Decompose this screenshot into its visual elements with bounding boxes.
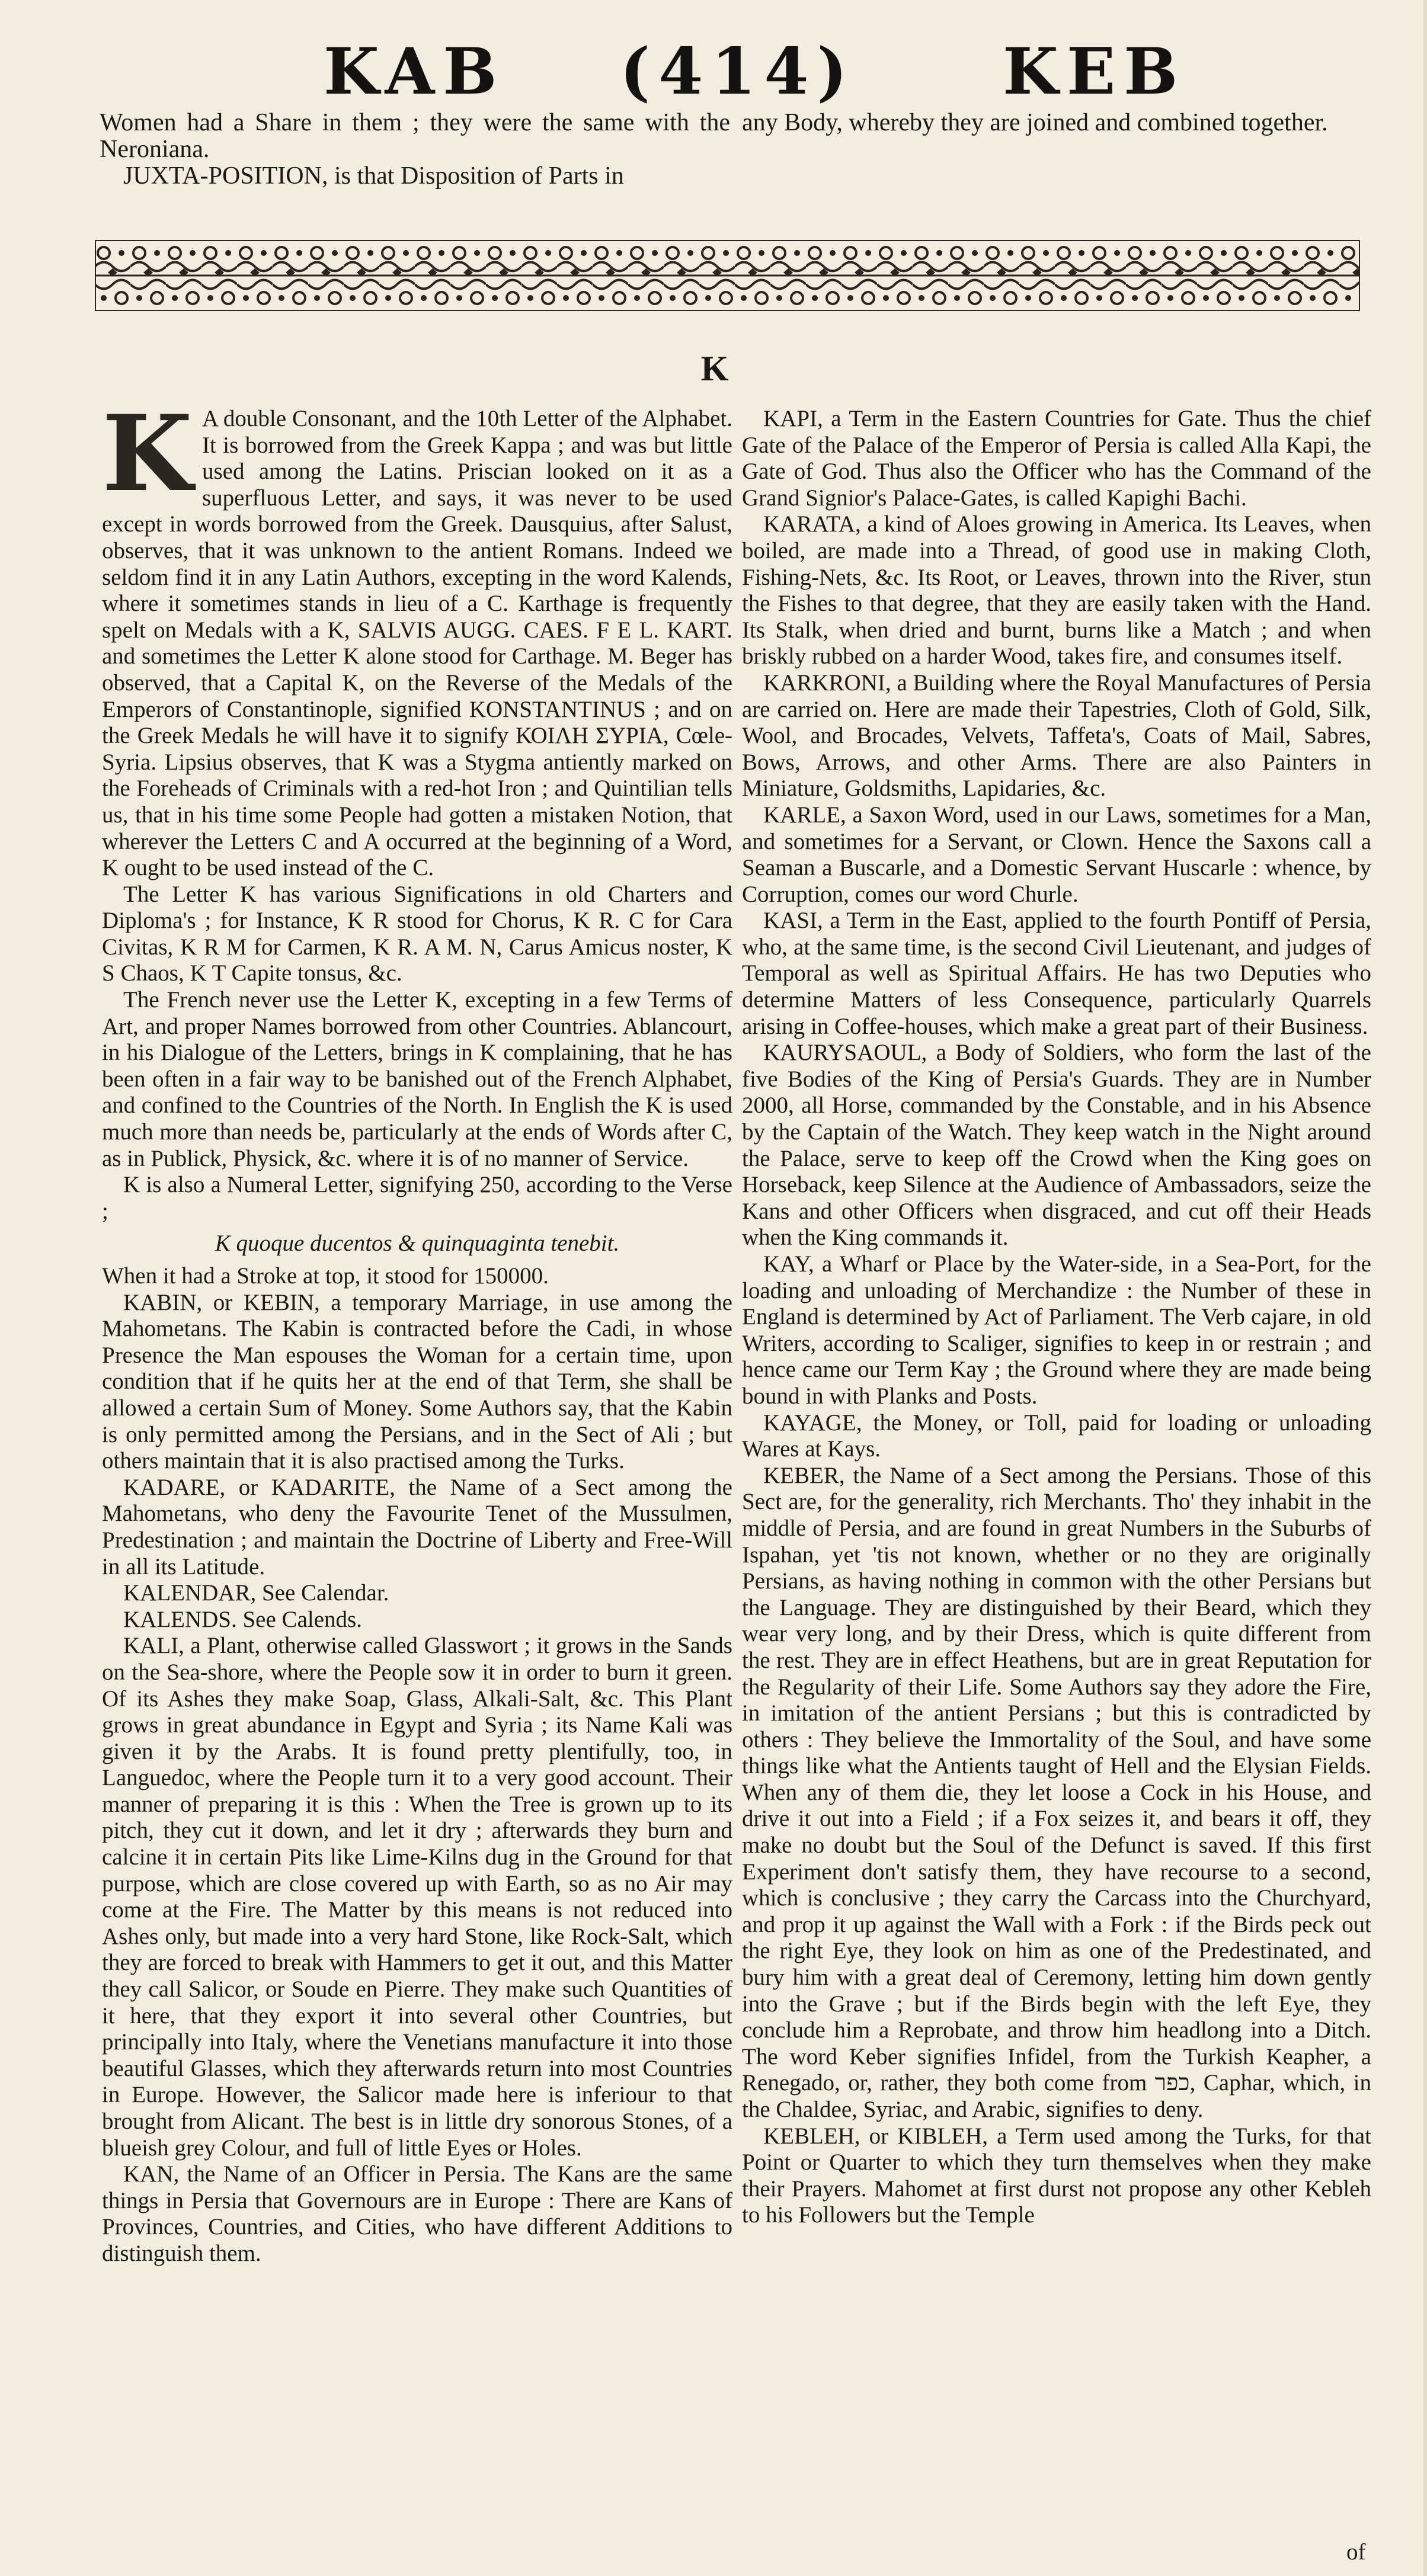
running-head-right: KEB xyxy=(1003,34,1186,109)
entry-kadare: KADARE, or KADARITE, the Name of a Sect among the Mahometans, who deny the Favourite Tenet of the Mussulmen, Predestination ; and maintain the Doctrine of Liberty and Free-Will in all its Latitude. xyxy=(102,1474,732,1579)
entry-k-charters: The Letter K has various Significations in old Charters and Diploma's ; for Instance, K R stood for Chorus, K R. C for Cara Civitas, K R M for Carmen, K R. A M. N, Carus Amicus noster, K S Chaos, K T Capite tonsus, &c. xyxy=(102,881,732,986)
entry-kasi: KASI, a Term in the East, applied to the fourth Pontiff of Persia, who, at the same time, is the second Civil Lieutenant, and judges of Temporal as well as Spiritual Affairs. He has two Deputies who determine Matters of less Consequence, particularly Quarrels arising in Coffee-houses, which make a great part of their Business. xyxy=(742,908,1371,1039)
entry-kalends: KALENDS. See Calends. xyxy=(123,1606,362,1632)
entry-kebleh: KEBLEH, or KIBLEH, a Term used among the Turks, for that Point or Quarter to which they turn themselves when they make their Prayers. Mahomet at first durst not propose any other Kebleh to his Followers but the Temple xyxy=(742,2123,1371,2228)
entry-karata: KARATA, a kind of Aloes growing in America. Its Leaves, when boiled, are made into a Thread, of good use in making Cloth, Fishing-Nets, &c. Its Root, or Leaves, thrown into the River, stun the Fishes to that degree, that they are easily taken with the Hand. Its Stalk, when dried and burnt, burns like a Match ; and when briskly rubbed on a harder Wood, takes fire, and consumes itself. xyxy=(742,511,1371,669)
entry-juxta-position: JUXTA-POSITION, is that Disposition of Parts in xyxy=(123,162,624,190)
decorative-headpiece xyxy=(95,240,1360,311)
entry-k xyxy=(102,392,732,882)
ornament-band xyxy=(95,240,1360,311)
catchword: of xyxy=(1346,2539,1366,2565)
running-head-left: KAB xyxy=(324,34,505,109)
left-column xyxy=(102,392,732,2267)
entry-kayage: KAYAGE, the Money, or Toll, paid for loading or unloading Wares at Kays. xyxy=(742,1409,1371,1462)
entry-k-stroke: When it had a Stroke at top, it stood for 150000. xyxy=(102,1263,549,1289)
continuation-text: Women had a Share in them ; they were the same with the Neroniana. xyxy=(100,109,730,163)
entry-kalendar: KALENDAR, See Calendar. xyxy=(123,1580,389,1606)
entry-karle: KARLE, a Saxon Word, used in our Laws, sometimes for a Man, and sometimes for a Servant, or Clown. Hence the Saxons call a Seaman a Buscarle, and a Domestic Servant Huscarle : whence, by Corruption, comes our word Churle. xyxy=(742,802,1371,907)
drop-cap: K xyxy=(102,392,193,515)
section-letter: K xyxy=(700,349,729,388)
running-head xyxy=(0,34,1427,117)
top-continuation-right xyxy=(742,110,1335,136)
top-continuation-left xyxy=(100,110,730,190)
page-number: (414) xyxy=(620,34,856,109)
latin-verse: K quoque ducentos & quinquaginta tenebit. xyxy=(215,1231,620,1257)
entry-kali: KALI, a Plant, otherwise called Glasswort ; it grows in the Sands on the Sea-shore, where the People sow it in order to burn it green. Of its Ashes they make Soap, Glass, Alkali-Salt, &c. This Plant grows in great abundance in Egypt and Syria ; its Name Kali was given it by the Arabs. It is found pretty plentifully, too, in Languedoc, where the People turn it to a very good account. Their manner of preparing it is this : When the Tree is grown up to its pitch, they cut it down, and let it dry ; afterwards they burn and calcine it in certain Pits like Lime-Kilns dug in the Ground for that purpose, which are close covered up with Earth, so as no Air may come at the Fire. The Matter by this means is not reduced into Ashes only, but made into a very hard Stone, like Rock-Salt, which they are forced to break with Hammers to get it out, and this Matter they call Salicor, or Soude en Pierre. They make such Quantities of it here, that they export it into several other Countries, but principally into Italy, where the Venetians manufacture it into those beautiful Glasses, which they afterwards return into most Countries in Europe. However, the Salicor made here is inferiour to that brought from Alicant. The best is in little dry sonorous Stones, of a blueish grey Colour, and full of little Eyes or Holes. xyxy=(102,1633,732,2161)
entry-kay: KAY, a Wharf or Place by the Water-side, in a Sea-Port, for the loading and unloading of Merchandize : the Number of these in England is determined by Act of Parliament. The Verb cajare, in old Writers, according to Scaliger, signifies to keep in or restrain ; and hence came our Term Kay ; the Ground where they are made being bound in with Planks and Posts. xyxy=(742,1251,1371,1409)
entry-kabin: KABIN, or KEBIN, a temporary Marriage, in use among the Mahometans. The Kabin is contracted before the Cadi, in whose Presence the Man espouses the Woman for a certain time, upon condition that if he quits her at the end of that Term, she shall be allowed a certain Sum of Money. Some Authors say, that the Kabin is only permitted among the Persians, and in the Sect of Ali ; but others maintain that it is also practised among the Turks. xyxy=(102,1289,732,1474)
entry-kapi: KAPI, a Term in the Eastern Countries for Gate. Thus the chief Gate of the Palace of the Emperor of Persia is called Alla Kapi, the Gate of God. Thus also the Officer who has the Command of the Grand Signior's Palace-Gates, is called Kapighi Bachi. xyxy=(742,406,1371,511)
entry-kaurysaoul: KAURYSAOUL, a Body of Soldiers, who form the last of the five Bodies of the King of Persia's Guards. They are in Number 2000, all Horse, commanded by the Constable, and in his Absence by the Captain of the Watch. They keep watch in the Night around the Palace, serve to keep off the Crowd when the King goes on Horseback, keep Silence at the Audience of Ambassadors, seize the Kans and other Officers when disgraced, and cut off their Heads when the King commands it. xyxy=(742,1040,1371,1251)
continuation-text-right: any Body, whereby they are joined and combined together. xyxy=(742,109,1328,136)
entry-kan: KAN, the Name of an Officer in Persia. The Kans are the same things in Persia that Governours are in Europe : There are Kans of Provinces, Countries, and Cities, who have different Additions to distinguish them. xyxy=(102,2161,732,2266)
right-column xyxy=(742,406,1371,2229)
entry-k-numeral: K is also a Numeral Letter, signifying 250, according to the Verse ; xyxy=(102,1172,732,1224)
entry-k-french: The French never use the Letter K, excepting in a few Terms of Art, and proper Names borrowed from other Countries. Ablancourt, in his Dialogue of the Letters, brings in K complaining, that he has been often in a fair way to be banished out of the French Alphabet, and confined to the Countries of the North. In English the K is used much more than needs be, particularly at the ends of Words after C, as in Publick, Physick, &c. where it is of no manner of Service. xyxy=(102,987,732,1171)
entry-karkroni: KARKRONI, a Building where the Royal Manufactures of Persia are carried on. Here are made their Tapestries, Cloth of Gold, Silk, Wool, and Brocades, Velvets, Taffeta's, Coats of Mail, Sabres, Bows, Arrows, and other Arms. There are also Painters in Miniature, Goldsmiths, Lapidaries, &c. xyxy=(742,669,1371,802)
entry-keber: KEBER, the Name of a Sect among the Persians. Those of this Sect are, for the generality, rich Merchants. Tho' they inhabit in the middle of Persia, and are found in great Numbers in the Suburbs of Ispahan, yet 'tis not known, whether or no they are originally Persians, as having nothing in common with the other Persians but the Language. They are distinguished by their Beard, which they wear very long, and by their Dress, which is quite different from the rest. They are in effect Heathens, but are in great Reputation for the Regularity of their Life. Some Authors say they adore the Fire, in imitation of the antient Persians ; but this is contradicted by others : They believe the Immortality of the Soul, and have some things like what the Antients taught of Hell and the Elysian Fields. When any of them die, they let loose a Cock in his House, and drive it out into a Field ; if a Fox seizes it, and bears it off, they make no doubt but the Soul of the Defunct is saved. If this first Experiment don't satisfy them, they have recourse to a second, which is conclusive ; they carry the Carcass into the Churchyard, and prop it up against the Wall with a Fork : if the Birds peck out the right Eye, they look on him as one of the Predestinated, and bury him with a great deal of Ceremony, letting him down gently into the Grave ; but if the Birds begin with the left Eye, they conclude him a Reprobate, and throw him headlong into a Ditch. The word Keber signifies Infidel, from the Turkish Keapher, a Renegado, or, rather, they both come from כפר, Caphar, which, in the Chaldee, Syriac, and Arabic, signifies to deny. xyxy=(742,1462,1371,2122)
page-edge xyxy=(1423,0,1427,2576)
entry-k-text: A double Consonant, and the 10th Letter of the Alphabet. It is borrowed from the Greek Kappa ; and was but little used among the Latins. Priscian looked on it as a superfluous Letter, and says, it was never to be used except in words borrowed from the Greek. Dausquius, after Salust, observes, that it was unknown to the antient Romans. Indeed we seldom find it in any Latin Authors, excepting in the word Kalends, where it sometimes stands in lieu of a C. Karthage is frequently spelt on Medals with a K, SALVIS AUGG. CAES. F E L. KART. and sometimes the Letter K alone stood for Carthage. M. Beger has observed, that a Capital K, on the Reverse of the Medals of the Emperors of Constantinople, signified KONSTANTINUS ; and on the Greek Medals he will have it to signify ΚΟΙΛΗ ΣΥΡΙΑ, Cœle-Syria. Lipsius observes, that K was a Stygma antiently marked on the Foreheads of Criminals with a red-hot Iron ; and Quintilian tells us, that in his time some People had gotten a mistaken Notion, that wherever the Letters C and A occurred at the beginning of a Word, K ought to be used instead of the C. xyxy=(102,406,732,881)
